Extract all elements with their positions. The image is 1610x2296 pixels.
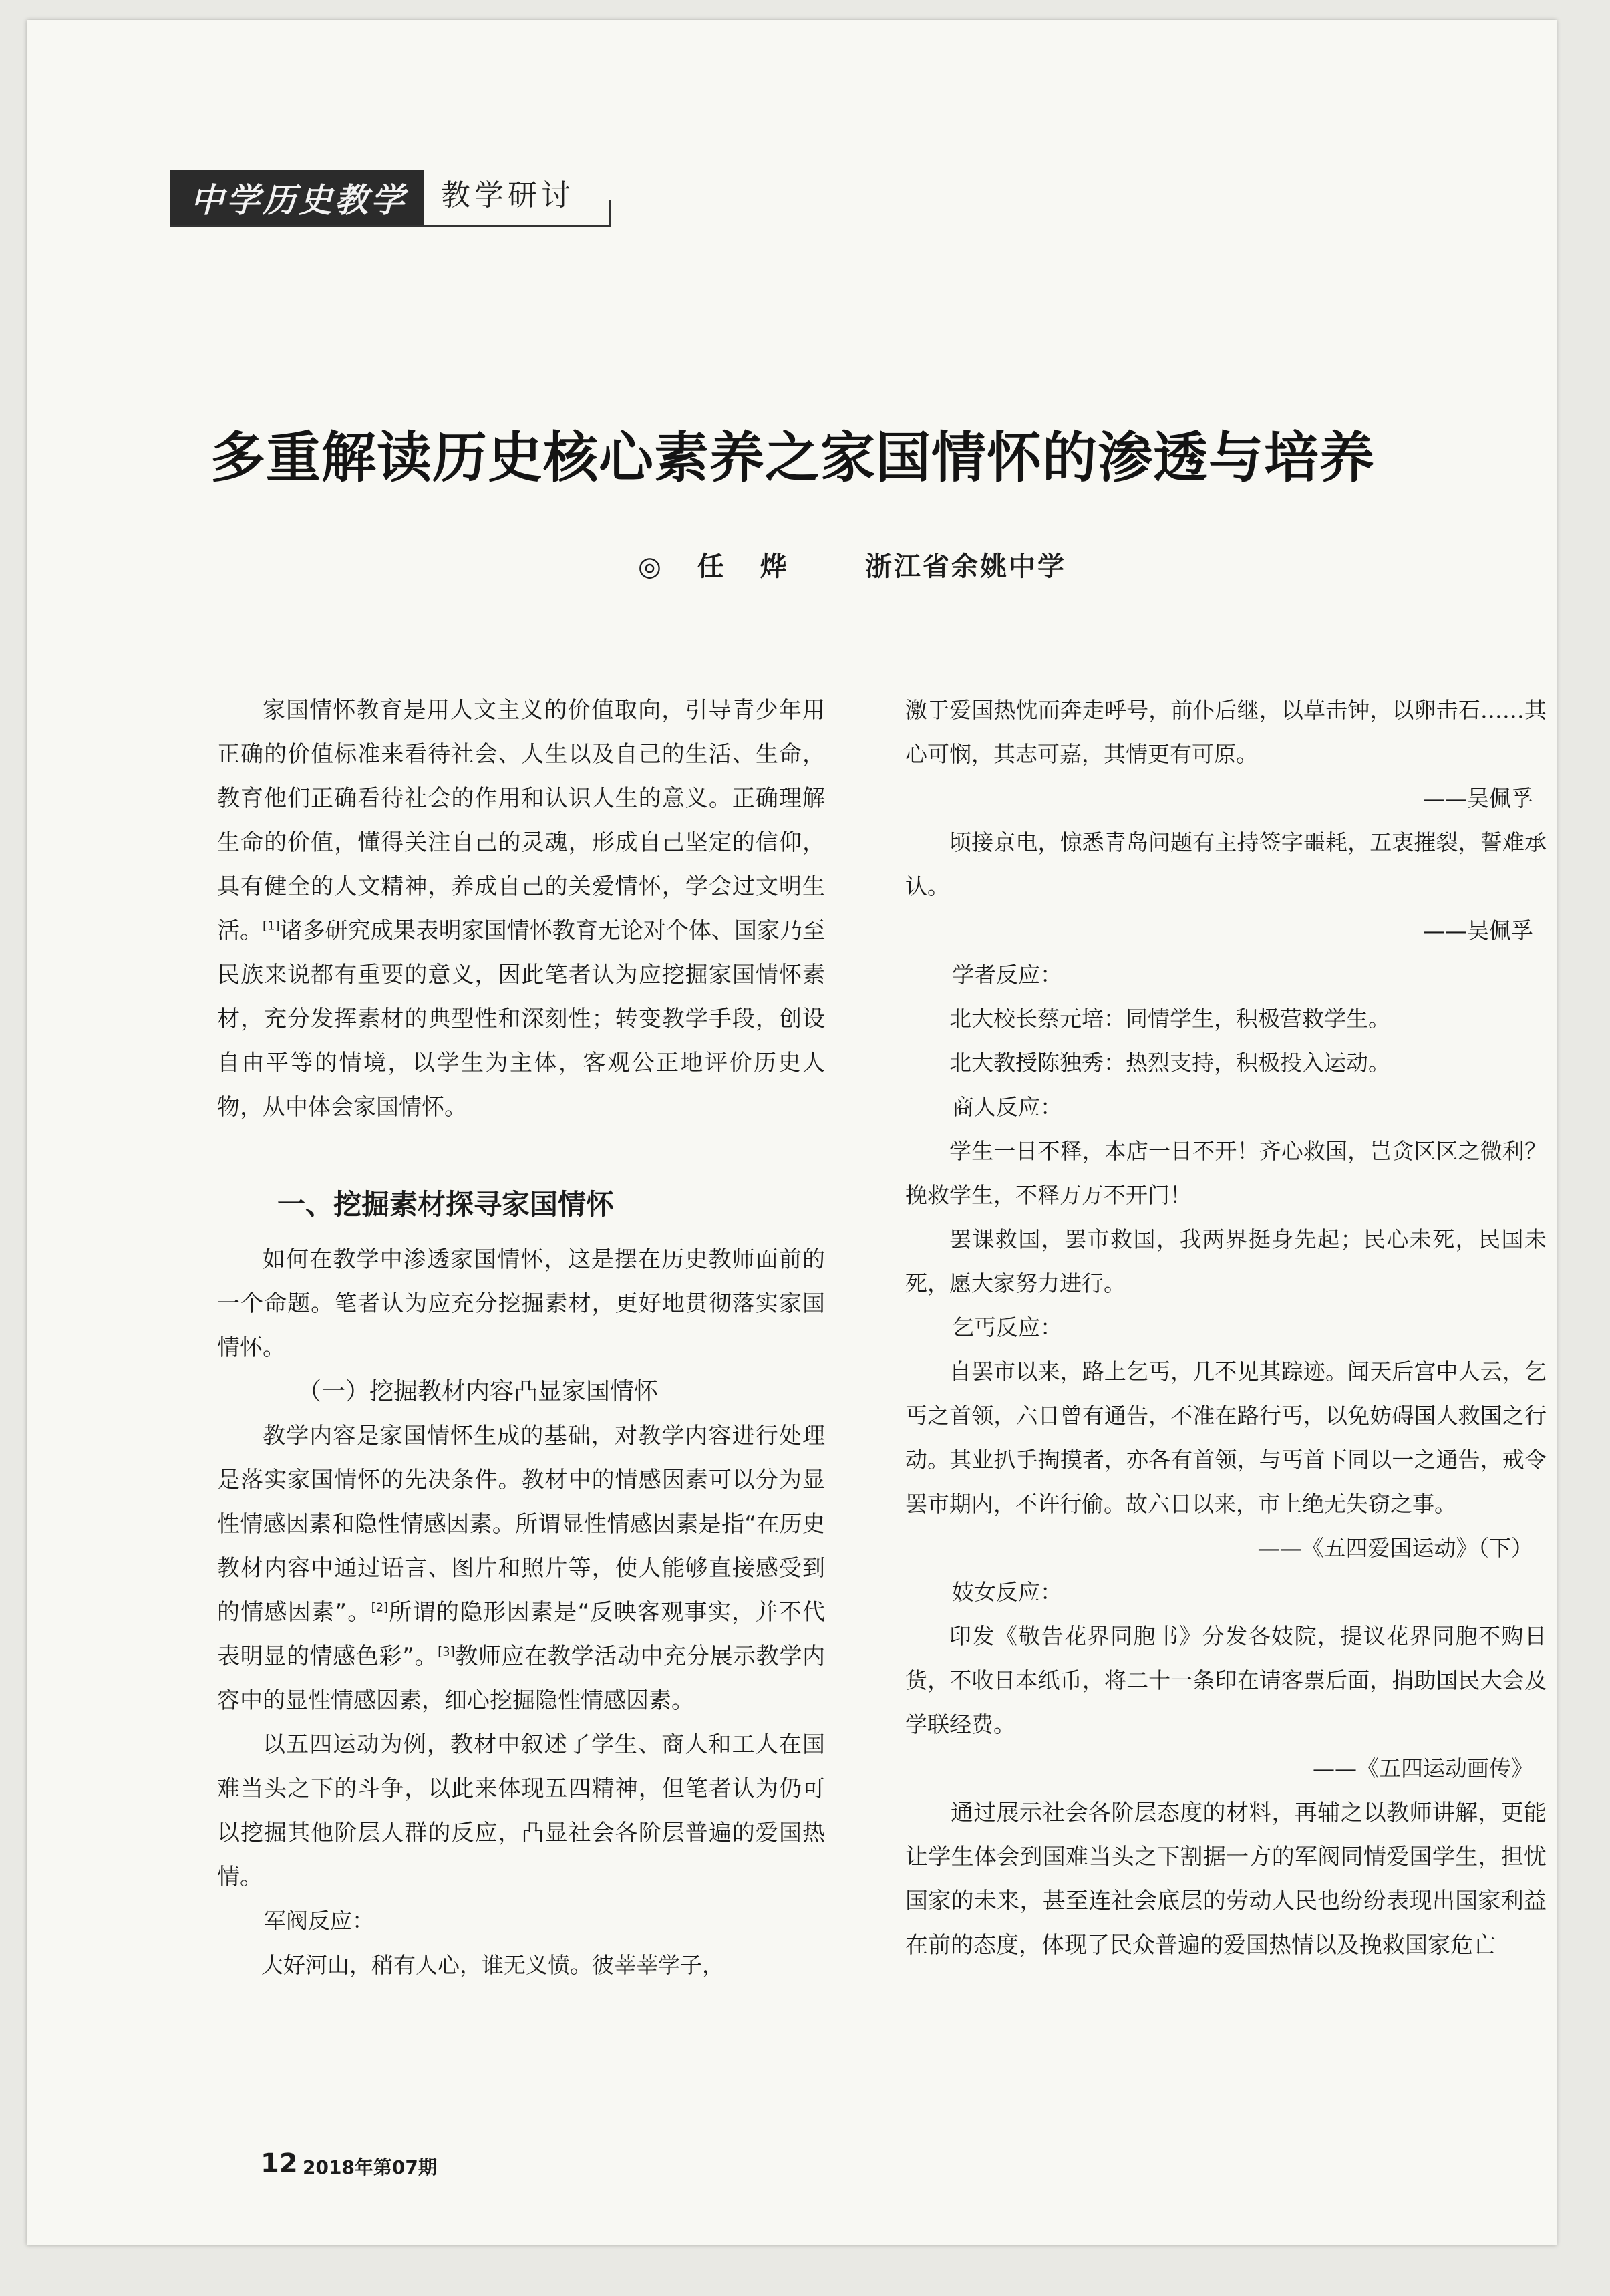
journal-header-bar <box>170 170 424 225</box>
subsection-heading-1: （一）挖掘教材内容凸显家国情怀 <box>297 1378 659 1405</box>
citation-2: [2] <box>371 1600 389 1615</box>
scholar-item-1: 北大校长蔡元培：同情学生，积极营救学生。 <box>949 1006 1390 1032</box>
source-beggar: ——《五四爱国运动》（下） <box>1257 1535 1533 1561</box>
warlord-quote-end: 激于爱国热忱而奔走呼号，前仆后继，以草击钟，以卵击石……其心可悯，其志可嘉，其情更有可原。 <box>905 697 1547 767</box>
merchant-quote-2: 罢课救国，罢市救国，我两界挺身先起；民心未死，民国未死，愿大家努力进行。 <box>905 1226 1547 1296</box>
page-number: 12 <box>261 2148 298 2179</box>
section1-paragraph: 如何在教学中渗透家国情怀，这是摆在历史教师面前的一个命题。笔者认为应充分挖掘素材，更好地贯彻落实家国情怀。 <box>217 1246 825 1361</box>
article-author: ◎ 任 烨 <box>638 551 800 582</box>
wusi-paragraph: 以五四运动为例，教材中叙述了学生、商人和工人在国难当头之下的斗争，以此来体现五四精神，但笔者认为仍可以挖掘其他阶层人群的反应，凸显社会各阶层普遍的爱国热情。 <box>217 1731 825 1890</box>
citation-1: [1] <box>263 919 280 934</box>
beggar-label: 乞丐反应： <box>952 1314 1062 1340</box>
right-column <box>905 688 1547 1967</box>
source-wu-2: ——吴佩孚 <box>1423 917 1533 944</box>
journal-logo: 中学历史教学 <box>190 180 407 220</box>
subsection1-paragraph: 教学内容是家国情怀生成的基础，对教学内容进行处理是落实家国情怀的先决条件。教材中的情感因素可以分为显性情感因素和隐性情感因素。所谓显性情感因素是指“在历史教材内容中通过语言、图片和照片等，使人能够直接感受到的情感因素”。[2]所谓的隐形因素是“反映客观事实，并不代表明显的情感色彩”。[3]教师应在教学活动中充分展示教学内容中的显性情感因素，细心挖掘隐性情感因素。 <box>217 1423 825 1714</box>
merchant-label: 商人反应： <box>952 1094 1062 1120</box>
section-heading-1: 一、挖掘素材探寻家国情怀 <box>277 1188 615 1221</box>
journal-page <box>27 20 1557 2245</box>
scholar-label: 学者反应： <box>952 962 1062 988</box>
beggar-quote: 自罢市以来，路上乞丐，几不见其踪迹。闻天后宫中人云，乞丐之首领，六日曾有通告，不准在路行丐，以免妨碍国人救国之行动。其业扒手掏摸者，亦各有首领，与丐首下同以一之通告，戒令罢市期内，不许行偷。故六日以来，市上绝无失窃之事。 <box>905 1358 1547 1517</box>
header-tick <box>609 200 611 227</box>
source-prostitute: ——《五四运动画传》 <box>1313 1755 1533 1781</box>
prostitute-quote: 印发《敬告花界同胞书》分发各妓院，提议花界同胞不购日货，不收日本纸币，将二十一条印在请客票后面，捐助国民大会及学联经费。 <box>905 1623 1547 1737</box>
header-rule <box>170 225 611 227</box>
warlord-quote-start: 大好河山，稍有人心，谁无义愤。彼莘莘学子， <box>261 1952 724 1978</box>
issue-label: 2018年第07期 <box>303 2156 437 2178</box>
article-affiliation: 浙江省余姚中学 <box>865 551 1066 582</box>
article-title: 多重解读历史核心素养之家国情怀的渗透与培养 <box>210 426 1376 490</box>
scholar-item-2: 北大教授陈独秀：热烈支持，积极投入运动。 <box>949 1050 1390 1076</box>
merchant-quote-1: 学生一日不释，本店一日不开！齐心救国，岂贪区区之微利？挽救学生，不释万万不开门！ <box>905 1138 1547 1208</box>
closing-paragraph: 通过展示社会各阶层态度的材料，再辅之以教师讲解，更能让学生体会到国难当头之下割据一方的军阀同情爱国学生，担忧国家的未来，甚至连社会底层的劳动人民也纷纷表现出国家利益在前的态度，体现了民众普遍的爱国热情以及挽救国家危亡 <box>905 1800 1547 1959</box>
intro-paragraph: 家国情怀教育是用人文主义的价值取向，引导青少年用正确的价值标准来看待社会、人生以及自己的生活、生命，教育他们正确看待社会的作用和认识人生的意义。正确理解生命的价值，懂得关注自己的灵魂，形成自己坚定的信仰，具有健全的人文精神，养成自己的关爱情怀，学会过文明生活。[1]诸多研究成果表明家国情怀教育无论对个体、国家乃至民族来说都有重要的意义，因此笔者认为应挖掘家国情怀素材，充分发挥素材的典型性和深刻性；转变教学手段，创设自由平等的情境，以学生为主体，客观公正地评价历史人物，从中体会家国情怀。 <box>217 697 826 1121</box>
section-label: 教学研讨 <box>441 178 575 212</box>
source-wu-1: ——吴佩孚 <box>1423 785 1533 811</box>
left-column <box>217 688 825 1987</box>
warlord-label: 军阀反应： <box>264 1908 374 1934</box>
prostitute-label: 妓女反应： <box>952 1579 1062 1605</box>
citation-3: [3] <box>438 1644 455 1659</box>
wu-quote-2: 顷接京电，惊悉青岛问题有主持签字噩耗，五衷摧裂，誓难承认。 <box>905 829 1547 899</box>
